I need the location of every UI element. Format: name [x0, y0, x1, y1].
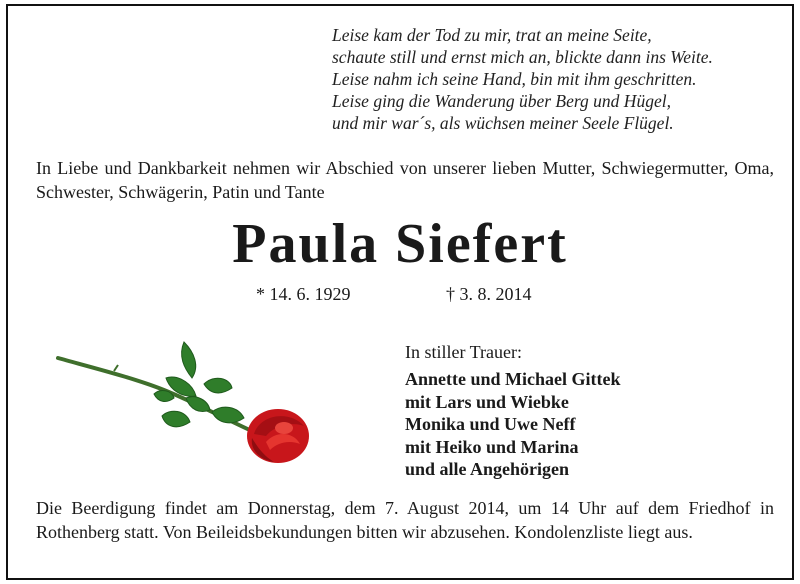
poem-line: Leise ging die Wanderung über Berg und Hügel, [332, 91, 671, 111]
poem [332, 24, 713, 134]
rose-thorn [114, 365, 118, 371]
rose-leaves [154, 342, 244, 427]
poem-line: schaute still und ernst mich an, blickte dann ins Weite. [332, 47, 713, 67]
mourners-list [405, 368, 621, 481]
mourner-line: und alle Angehörigen [405, 459, 570, 479]
intro-text: In Liebe und Dankbarkeit nehmen wir Abschied von unserer lieben Mutter, Schwiegermutter, Oma, Schwester, Schwägerin, Patin und Tante [36, 158, 774, 202]
funeral-info: Die Beerdigung findet am Donnerstag, dem 7. August 2014, um 14 Uhr auf dem Friedhof in Rothenberg statt. Von Beileidsbekundungen bitten wir abzusehen. Kondolenzliste liegt aus. [36, 498, 774, 542]
deceased-name: Paula Siefert [232, 213, 568, 275]
mourning-heading: In stiller Trauer: [405, 342, 522, 362]
mourner-line: Annette und Michael Gittek [405, 369, 621, 389]
mourner-line: mit Heiko und Marina [405, 436, 579, 457]
red-rose-icon [54, 338, 314, 468]
obituary-notice [6, 4, 794, 580]
mourner-line: mit Lars und Wiebke [405, 391, 569, 412]
death-date: † 3. 8. 2014 [446, 284, 532, 304]
mourner-line: Monika und Uwe Neff [405, 414, 576, 434]
poem-line: Leise nahm ich seine Hand, bin mit ihm geschritten. [332, 69, 697, 89]
rose-bloom [247, 409, 309, 463]
birth-date: * 14. 6. 1929 [256, 284, 351, 304]
poem-line: und mir war´s, als wüchsen meiner Seele Flügel. [332, 113, 674, 133]
poem-line: Leise kam der Tod zu mir, trat an meine Seite, [332, 25, 652, 45]
